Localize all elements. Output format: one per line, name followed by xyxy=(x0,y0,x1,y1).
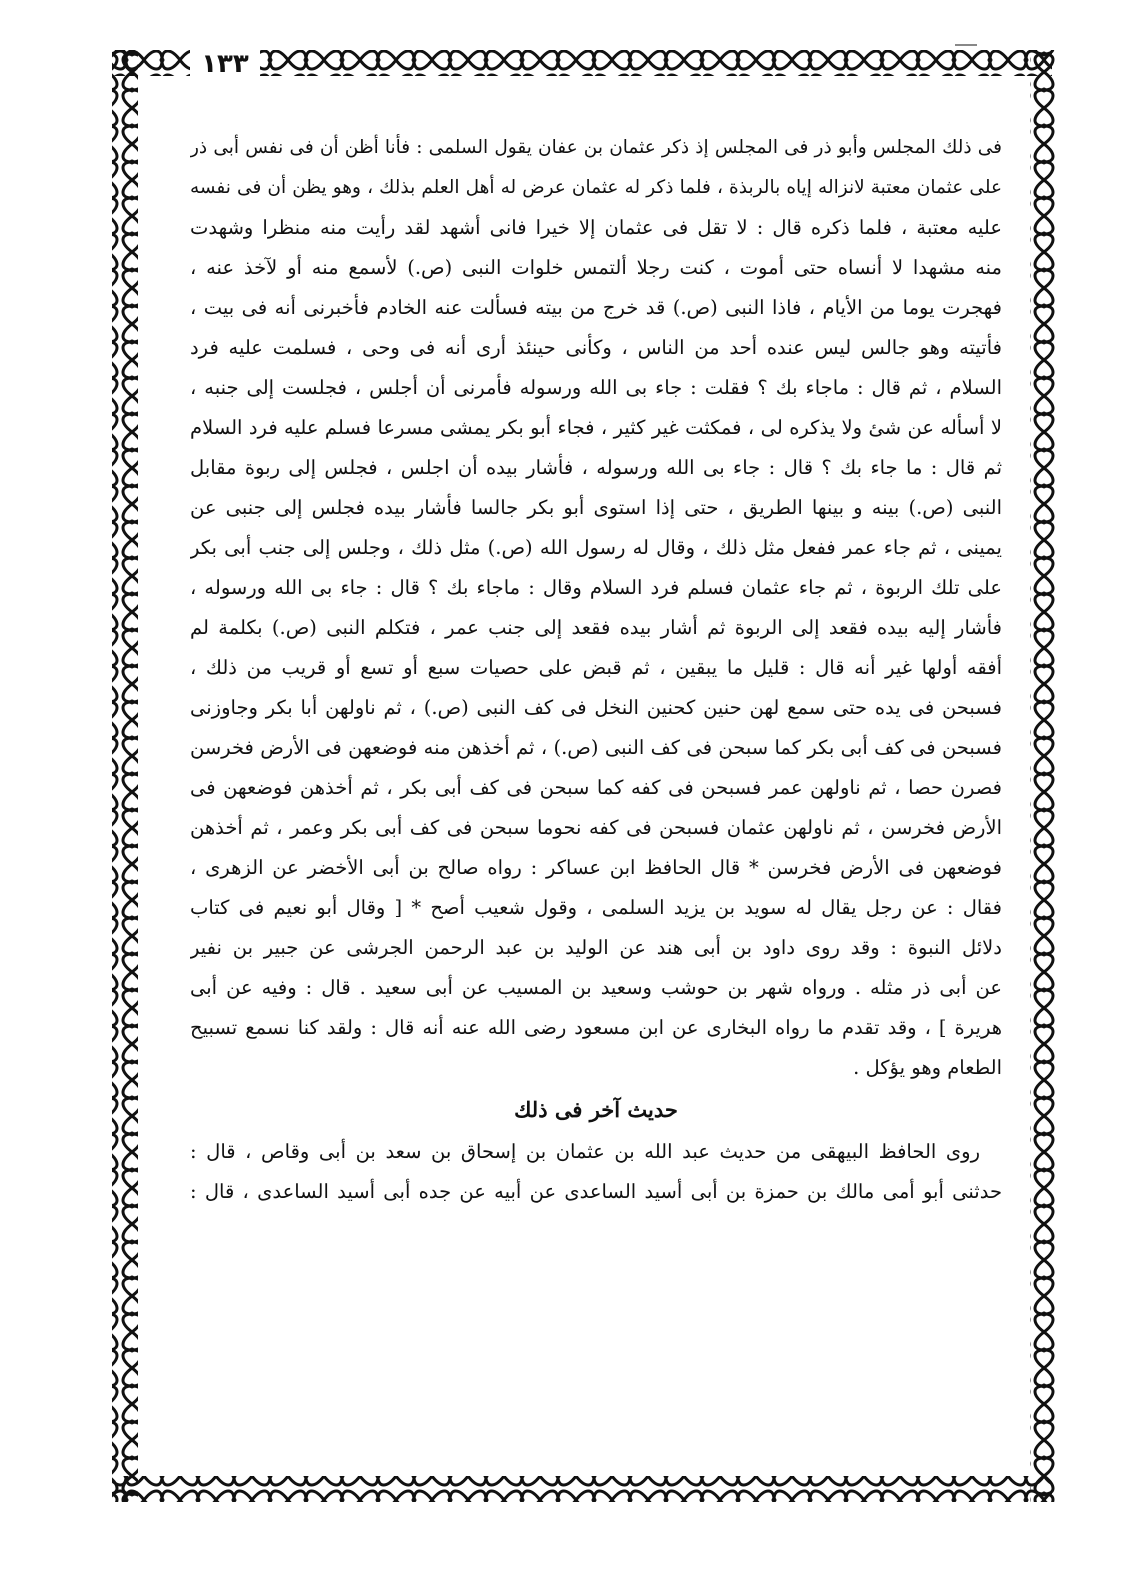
text-line: عليه معتبة ، فلما ذكره قال : لا تقل فى عثمان إلا خيرا فانى أشهد لقد رأيت منه منظرا وشهدت xyxy=(190,216,1002,239)
main-text xyxy=(190,128,1002,1212)
text-line: يمينى ، ثم جاء عمر ففعل مثل ذلك ، وقال له رسول الله (ص.) مثل ذلك ، وجلس إلى جنب أبى بكر xyxy=(190,536,1002,559)
text-line: الأرض فخرسن ، ثم ناولهن عثمان فسبحن فى كفه نحوما سبحن فى كف أبى بكر وعمر ، ثم أخذهن xyxy=(190,816,1002,839)
text-line: على عثمان معتبة لانزاله إياه بالربذة ، فلما ذكر له عثمان عرض له أهل العلم بذلك ، وهو يظن أن فى نفسه xyxy=(190,177,1002,198)
page-number: ١٣٣ xyxy=(190,44,260,84)
text-line: أفقه أولها غير أنه قال : قليل ما يبقين ، ثم قبض على حصيات سبع أو تسع أو قريب من ذلك ، xyxy=(190,656,1002,679)
border-left xyxy=(112,50,138,1502)
text-line: فهجرت يوما من الأيام ، فاذا النبى (ص.) قد خرج من بيته فسألت عنه الخادم فأخبرنى أنه فى بيت ، xyxy=(190,296,1002,319)
section-heading: حديث آخر فى ذلك xyxy=(514,1097,678,1122)
text-line: فصرن حصا ، ثم ناولهن عمر فسبحن فى كفه كما سبحن فى كف أبى بكر ، ثم أخذهن فوضعهن فى xyxy=(190,776,1002,799)
text-line: عن أبى ذر مثله . ورواه شهر بن حوشب وسعيد بن المسيب عن أبى سعيد . قال : وفيه عن أبى xyxy=(190,976,1002,999)
text-line: هريرة ] ، وقد تقدم ما رواه البخارى عن ابن مسعود رضى الله عنه أنه قال : ولقد كنا نسمع تسبيح xyxy=(190,1016,1002,1039)
text-line: فى ذلك المجلس وأبو ذر فى المجلس إذ ذكر عثمان بن عفان يقول السلمى : فأنا أظن أن فى نفس أبى ذر xyxy=(190,137,1002,158)
text-line: فأشار إليه بيده فقعد إلى الربوة ثم أشار بيده فقعد إلى جنب عمر ، فتكلم النبى (ص.) بكلمة لم xyxy=(190,616,1002,639)
text-line: فوضعهن فى الأرض فخرسن * قال الحافظ ابن عساكر : رواه صالح بن أبى الأخضر عن الزهرى ، xyxy=(190,856,1002,879)
text-line: فقال : عن رجل يقال له سويد بن يزيد السلمى ، وقول شعيب أصح * [ وقال أبو نعيم فى كتاب xyxy=(190,896,1002,919)
text-line: فسبحن فى كف أبى بكر كما سبحن فى كف النبى (ص.) ، ثم أخذهن منه فوضعهن فى الأرض فخرسن xyxy=(190,736,1002,759)
text-line: منه مشهدا لا أنساه حتى أموت ، كنت رجلا ألتمس خلوات النبى (ص.) لأسمع منه أو لآخذ عنه ، xyxy=(190,256,1002,279)
text-line: النبى (ص.) بينه و بينها الطريق ، حتى إذا استوى أبو بكر جالسا فأشار بيده فجلس إلى جنبى عن xyxy=(190,496,1002,519)
text-line: حدثنى أبو أمى مالك بن حمزة بن أبى أسيد الساعدى عن أبيه عن جده أبى أسيد الساعدى ، قال : xyxy=(190,1180,1002,1203)
text-line: دلائل النبوة : وقد روى داود بن أبى هند عن الوليد بن عبد الرحمن الجرشى عن جبير بن نفير xyxy=(190,936,1002,959)
text-line: على تلك الربوة ، ثم جاء عثمان فسلم فرد السلام وقال : ماجاء بك ؟ قال : جاء بى الله ورسوله ، xyxy=(190,576,1002,599)
text-line: فأتيته وهو جالس ليس عنده أحد من الناس ، وكأنى حينئذ أرى أنه فى وحى ، فسلمت عليه فرد xyxy=(190,336,1002,359)
corner-mark xyxy=(955,44,977,46)
text-line: روى الحافظ البيهقى من حديث عبد الله بن عثمان بن إسحاق بن سعد بن أبى وقاص ، قال : xyxy=(190,1140,980,1163)
border-bottom xyxy=(112,1476,1052,1502)
text-line: الطعام وهو يؤكل . xyxy=(853,1056,1002,1079)
text-line: لا أسأله عن شئ ولا يذكره لى ، فمكثت غير كثير ، فجاء أبو بكر يمشى مسرعا فسلم عليه فرد السلام xyxy=(190,416,1002,439)
text-line: ثم قال : ما جاء بك ؟ قال : جاء بى الله ورسوله ، فأشار بيده أن اجلس ، فجلس إلى ربوة مقابل xyxy=(190,456,1002,479)
text-line: السلام ، ثم قال : ماجاء بك ؟ فقلت : جاء بى الله ورسوله فأمرنى أن أجلس ، فجلست إلى جنبه ، xyxy=(190,376,1002,399)
text-line: فسبحن فى يده حتى سمع لهن حنين كحنين النخل فى كف النبى (ص.) ، ثم ناولهن أبا بكر وجاوزنى xyxy=(190,696,1002,719)
border-right xyxy=(1030,50,1056,1502)
